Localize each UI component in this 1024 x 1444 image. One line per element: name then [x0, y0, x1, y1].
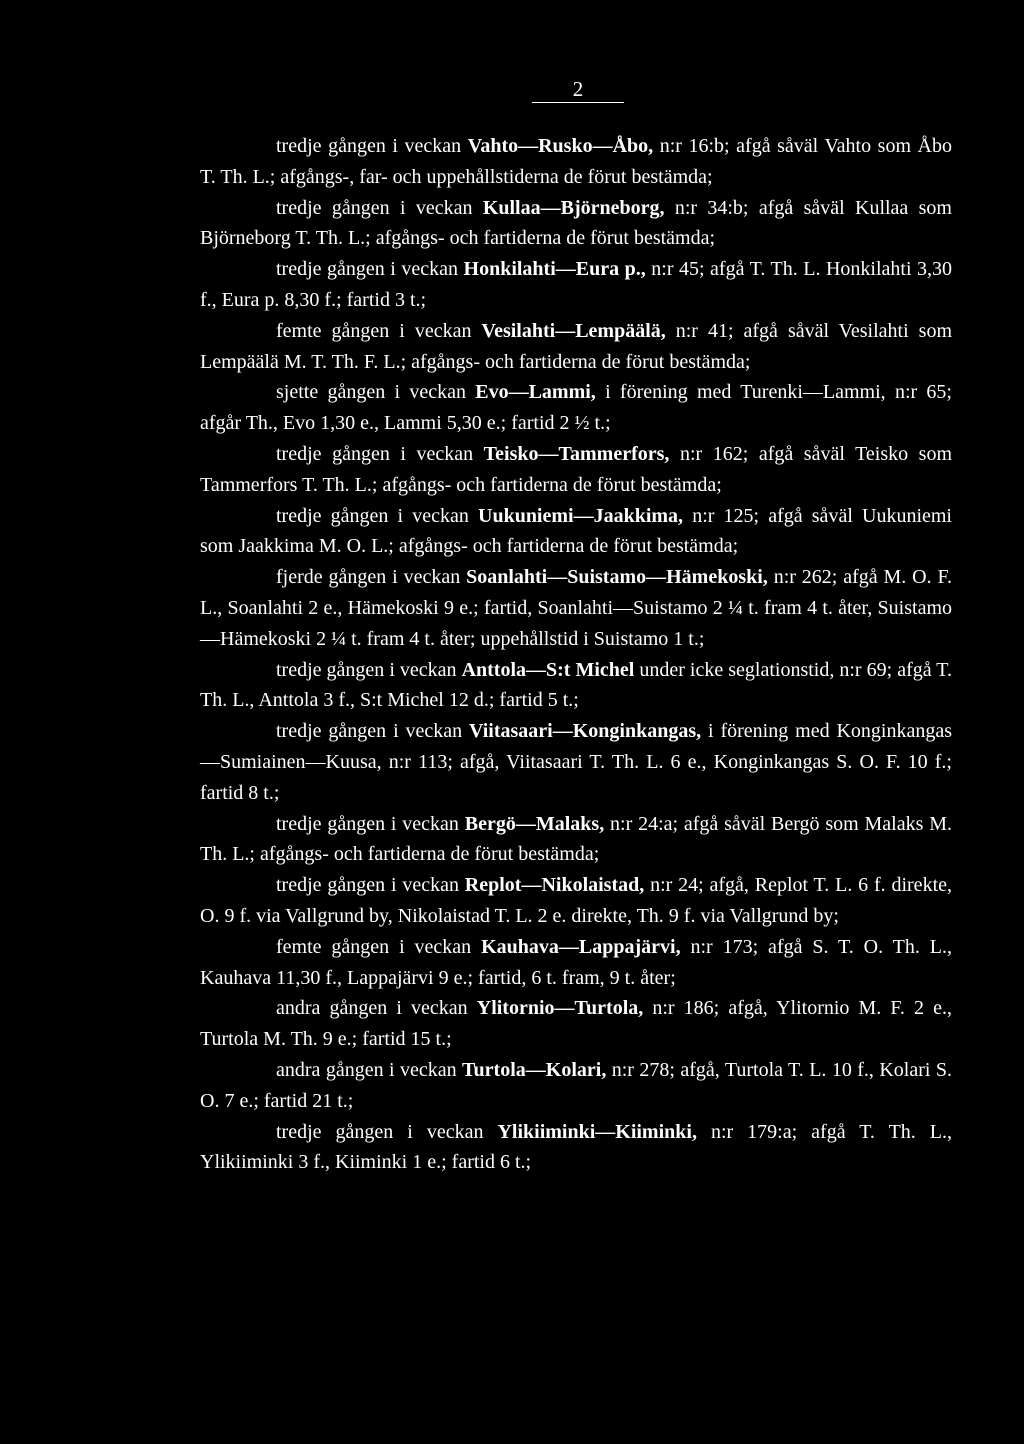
- entry-anttola-st-michel: [200, 655, 952, 717]
- entry-prefix: tredje gången i veckan: [276, 504, 478, 527]
- entry-honkilahti-eura: [200, 254, 952, 316]
- entry-teisko-tammerfors: [200, 439, 952, 501]
- entry-vahto-rusko-abo: [200, 131, 952, 193]
- entry-prefix: tredje gången i veckan: [276, 1120, 498, 1143]
- route-name: Ylitornio—Turtola,: [476, 997, 644, 1020]
- route-name: Vahto—Rusko—Åbo,: [467, 135, 654, 157]
- entry-prefix: femte gången i veckan: [276, 319, 482, 342]
- entry-details: n:r 173; afgå S. T. O. Th. L., Kauhava 11,30 f., Lappajärvi 9 e.; fartid, 6 t. fram, 9 t. åter;: [200, 935, 953, 989]
- entry-kullaa-bjorneborg: [200, 193, 952, 255]
- route-name: Replot—Nikolaistad,: [464, 874, 645, 897]
- entry-prefix: tredje gången i veckan: [276, 658, 462, 681]
- entry-soanlahti-suistamo-hamekoski: [200, 562, 952, 654]
- route-name: Ylikiiminki—Kiiminki,: [497, 1120, 697, 1143]
- route-name: Kullaa—Björneborg,: [482, 196, 665, 219]
- entry-prefix: tredje gången i veckan: [276, 720, 470, 743]
- route-name: Teisko—Tammerfors,: [483, 442, 670, 465]
- entry-prefix: tredje gången i veckan: [276, 442, 484, 465]
- entry-vesilahti-lempaala: [200, 316, 952, 378]
- entry-details: n:r 34:b; afgå såväl Kullaa som Björneborg T. Th. L.; afgångs- och fartiderna de förut bestämda;: [200, 196, 952, 250]
- entry-viitasaari-konginkangas: [200, 716, 952, 808]
- route-name: Anttola—S:t Michel: [461, 658, 635, 681]
- entry-details: i förening med Konginkangas—Sumiainen—Kuusa, n:r 113; afgå, Viitasaari T. Th. L. 6 e., Konginkangas S. O. F. 10 f.; fartid 8 t.;: [200, 720, 952, 804]
- entry-details: n:r 45; afgå T. Th. L. Honkilahti 3,30 f., Eura p. 8,30 f.; fartid 3 t.;: [200, 258, 953, 311]
- entry-ylitornio-turtola: [200, 993, 952, 1055]
- route-name: Turtola—Kolari,: [462, 1058, 607, 1081]
- route-name: Vesilahti—Lempäälä,: [481, 319, 666, 342]
- entry-prefix: fjerde gången i veckan: [276, 566, 467, 589]
- route-name: Honkilahti—Eura p.,: [463, 258, 646, 281]
- entry-details: under icke seglationstid, n:r 69; afgå T. Th. L., Anttola 3 f., S:t Michel 12 d.; fartid 5 t.;: [200, 658, 952, 712]
- entry-prefix: andra gången i veckan: [276, 997, 477, 1020]
- route-name: Viitasaari—Konginkangas,: [469, 720, 702, 743]
- entry-details: n:r 278; afgå, Turtola T. L. 10 f., Kolari S. O. 7 e.; fartid 21 t.;: [200, 1058, 952, 1112]
- route-name: Bergö—Malaks,: [464, 812, 605, 835]
- entry-prefix: tredje gången i veckan: [276, 812, 465, 835]
- entry-prefix: tredje gången i veckan: [276, 258, 464, 281]
- entry-prefix: sjette gången i veckan: [276, 381, 476, 404]
- entry-details: n:r 125; afgå såväl Uukuniemi som Jaakkima M. O. L.; afgångs- och fartiderna de förut bestämda;: [200, 504, 952, 558]
- body-text: [200, 131, 952, 1178]
- entry-details: n:r 24; afgå, Replot T. L. 6 f. direkte, O. 9 f. via Vallgrund by, Nikolaistad T. L. 2 e. direkte, Th. 9 f. via Vallgrund by;: [200, 874, 952, 927]
- entry-kauhava-lappajarvi: [200, 932, 952, 994]
- entry-prefix: tredje gången i veckan: [276, 135, 468, 157]
- entry-details: n:r 179:a; afgå T. Th. L., Ylikiiminki 3 f., Kiiminki 1 e.; fartid 6 t.;: [200, 1120, 952, 1174]
- entry-ylikiiminki-kiiminki: [200, 1117, 952, 1179]
- entry-details: n:r 41; afgå såväl Vesilahti som Lempäälä M. T. Th. F. L.; afgångs- och fartiderna de förut bestämda;: [200, 319, 952, 373]
- page-number: 2: [532, 78, 624, 103]
- entry-details: n:r 186; afgå, Ylitornio M. F. 2 e., Turtola M. Th. 9 e.; fartid 15 t.;: [200, 997, 952, 1051]
- entry-prefix: andra gången i veckan: [276, 1058, 463, 1081]
- entry-evo-lammi: [200, 377, 952, 439]
- entry-details: n:r 262; afgå M. O. F. L., Soanlahti 2 e., Hämekoski 9 e.; fartid, Soanlahti—Suistamo 2 ¼ t. fram 4 t. åter, Suistamo—Hämekoski 2 ¼ t. fram 4 t. åter; uppehållstid i Suistamo 1 t.;: [200, 566, 952, 650]
- entry-turtola-kolari: [200, 1055, 952, 1117]
- entry-prefix: femte gången i veckan: [276, 935, 482, 958]
- entry-details: n:r 24:a; afgå såväl Bergö som Malaks M. Th. L.; afgångs- och fartiderna de förut bestämda;: [200, 812, 953, 866]
- entry-details: i förening med Turenki—Lammi, n:r 65; afgår Th., Evo 1,30 e., Lammi 5,30 e.; fartid 2 ½ t.;: [200, 381, 952, 435]
- entry-details: n:r 16:b; afgå såväl Vahto som Åbo T. Th. L.; afgångs-, far- och uppehållstiderna de förut bestämda;: [200, 135, 953, 188]
- entry-replot-nikolaistad: [200, 870, 952, 932]
- entry-prefix: tredje gången i veckan: [276, 874, 465, 897]
- route-name: Kauhava—Lappajärvi,: [481, 935, 681, 958]
- route-name: Soanlahti—Suistamo—Hämekoski,: [466, 566, 768, 589]
- route-name: Uukuniemi—Jaakkima,: [478, 504, 684, 527]
- entry-bergo-malaks: [200, 809, 952, 871]
- route-name: Evo—Lammi,: [475, 381, 596, 404]
- entry-prefix: tredje gången i veckan: [276, 196, 483, 219]
- entry-uukuniemi-jaakkima: [200, 501, 952, 563]
- entry-details: n:r 162; afgå såväl Teisko som Tammerfors T. Th. L.; afgångs- och fartiderna de förut bestämda;: [200, 442, 953, 496]
